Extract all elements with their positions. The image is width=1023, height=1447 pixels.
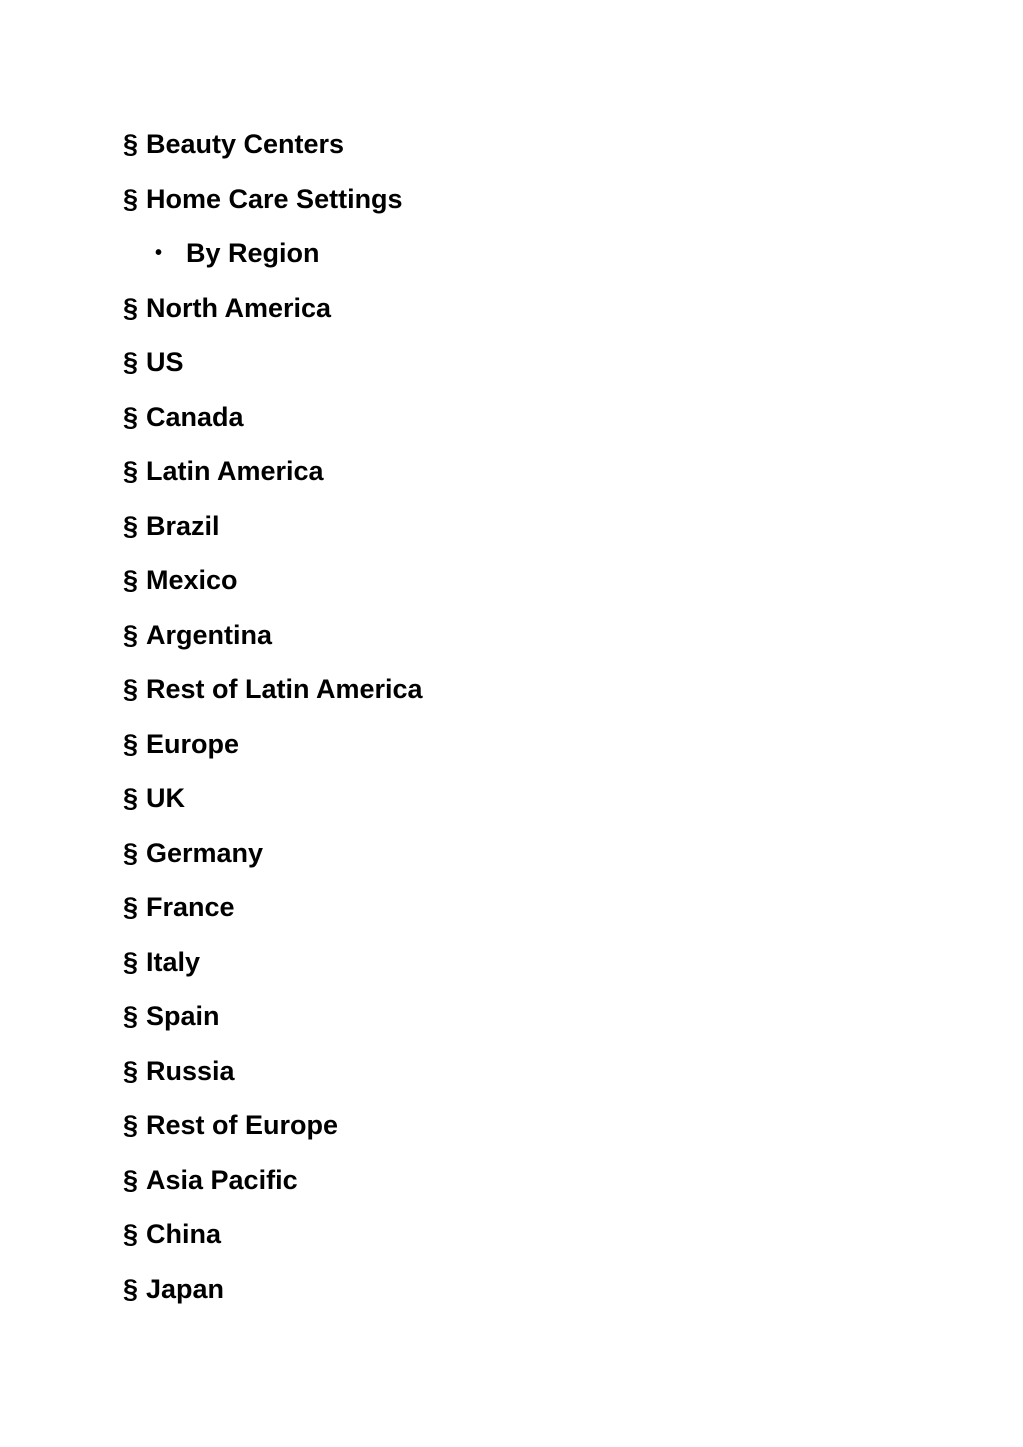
list-item	[123, 290, 423, 345]
section-marker: §	[123, 783, 139, 813]
list-item-text: Spain	[146, 1001, 220, 1031]
list-item	[123, 726, 423, 781]
section-marker: §	[123, 183, 139, 214]
list-item-text: Italy	[146, 946, 201, 977]
section-marker: §	[123, 1219, 139, 1249]
list-item	[123, 1216, 423, 1271]
list-item	[123, 344, 423, 399]
list-item-text: Brazil	[146, 510, 220, 541]
list-item	[123, 1107, 423, 1162]
list-item-text: Home Care Settings	[146, 183, 403, 214]
list-item	[123, 617, 423, 672]
list-item-text: Rest of Europe	[146, 1110, 339, 1140]
section-marker: §	[123, 946, 139, 977]
section-marker: §	[123, 728, 139, 759]
list-item	[123, 399, 423, 454]
list-item	[123, 1053, 423, 1108]
list-item-text: Latin America	[146, 456, 324, 486]
list-item	[123, 889, 423, 944]
list-item	[123, 671, 423, 726]
list-item-text: Russia	[146, 1055, 235, 1086]
list-item-text: Europe	[146, 728, 240, 759]
bullet-marker: •	[155, 242, 163, 264]
list-item	[123, 998, 423, 1053]
section-marker: §	[123, 619, 139, 650]
list-item	[123, 780, 423, 835]
list-item-text: Mexico	[146, 565, 238, 595]
list-item	[123, 1271, 423, 1326]
list-item	[123, 562, 423, 617]
list-item-text: UK	[146, 783, 185, 813]
list-item	[123, 835, 423, 890]
section-marker: §	[123, 510, 139, 541]
section-marker: §	[123, 292, 139, 323]
list-item	[123, 453, 423, 508]
section-marker: §	[123, 1055, 139, 1086]
section-marker: §	[123, 565, 139, 595]
list-item-text: Asia Pacific	[146, 1164, 298, 1195]
section-marker: §	[123, 892, 139, 922]
list-item	[123, 508, 423, 563]
section-marker: §	[123, 1273, 139, 1304]
section-marker: §	[123, 837, 139, 868]
section-marker: §	[123, 1164, 139, 1195]
section-marker: §	[123, 129, 139, 159]
list-item-text: US	[146, 347, 184, 377]
list-item-text: China	[146, 1219, 222, 1249]
section-marker: §	[123, 674, 139, 704]
section-marker: §	[123, 401, 139, 432]
section-marker: §	[123, 1001, 139, 1031]
list-item	[123, 126, 423, 181]
list-item-heading	[123, 235, 423, 290]
list-item-text: Japan	[146, 1273, 225, 1304]
list-item-text: North America	[146, 292, 332, 323]
section-marker: §	[123, 1110, 139, 1140]
list-item	[123, 944, 423, 999]
list-item-text: Germany	[146, 837, 264, 868]
list-item-text: Rest of Latin America	[146, 674, 423, 704]
list-item-text: Canada	[146, 401, 244, 432]
list-item-text: Beauty Centers	[146, 129, 345, 159]
region-list	[123, 126, 423, 1325]
list-item	[123, 181, 423, 236]
list-item	[123, 1162, 423, 1217]
section-marker: §	[123, 456, 139, 486]
list-item-text: France	[146, 892, 235, 922]
list-item-text: Argentina	[146, 619, 273, 650]
section-marker: §	[123, 347, 139, 377]
list-item-text: By Region	[186, 238, 320, 268]
